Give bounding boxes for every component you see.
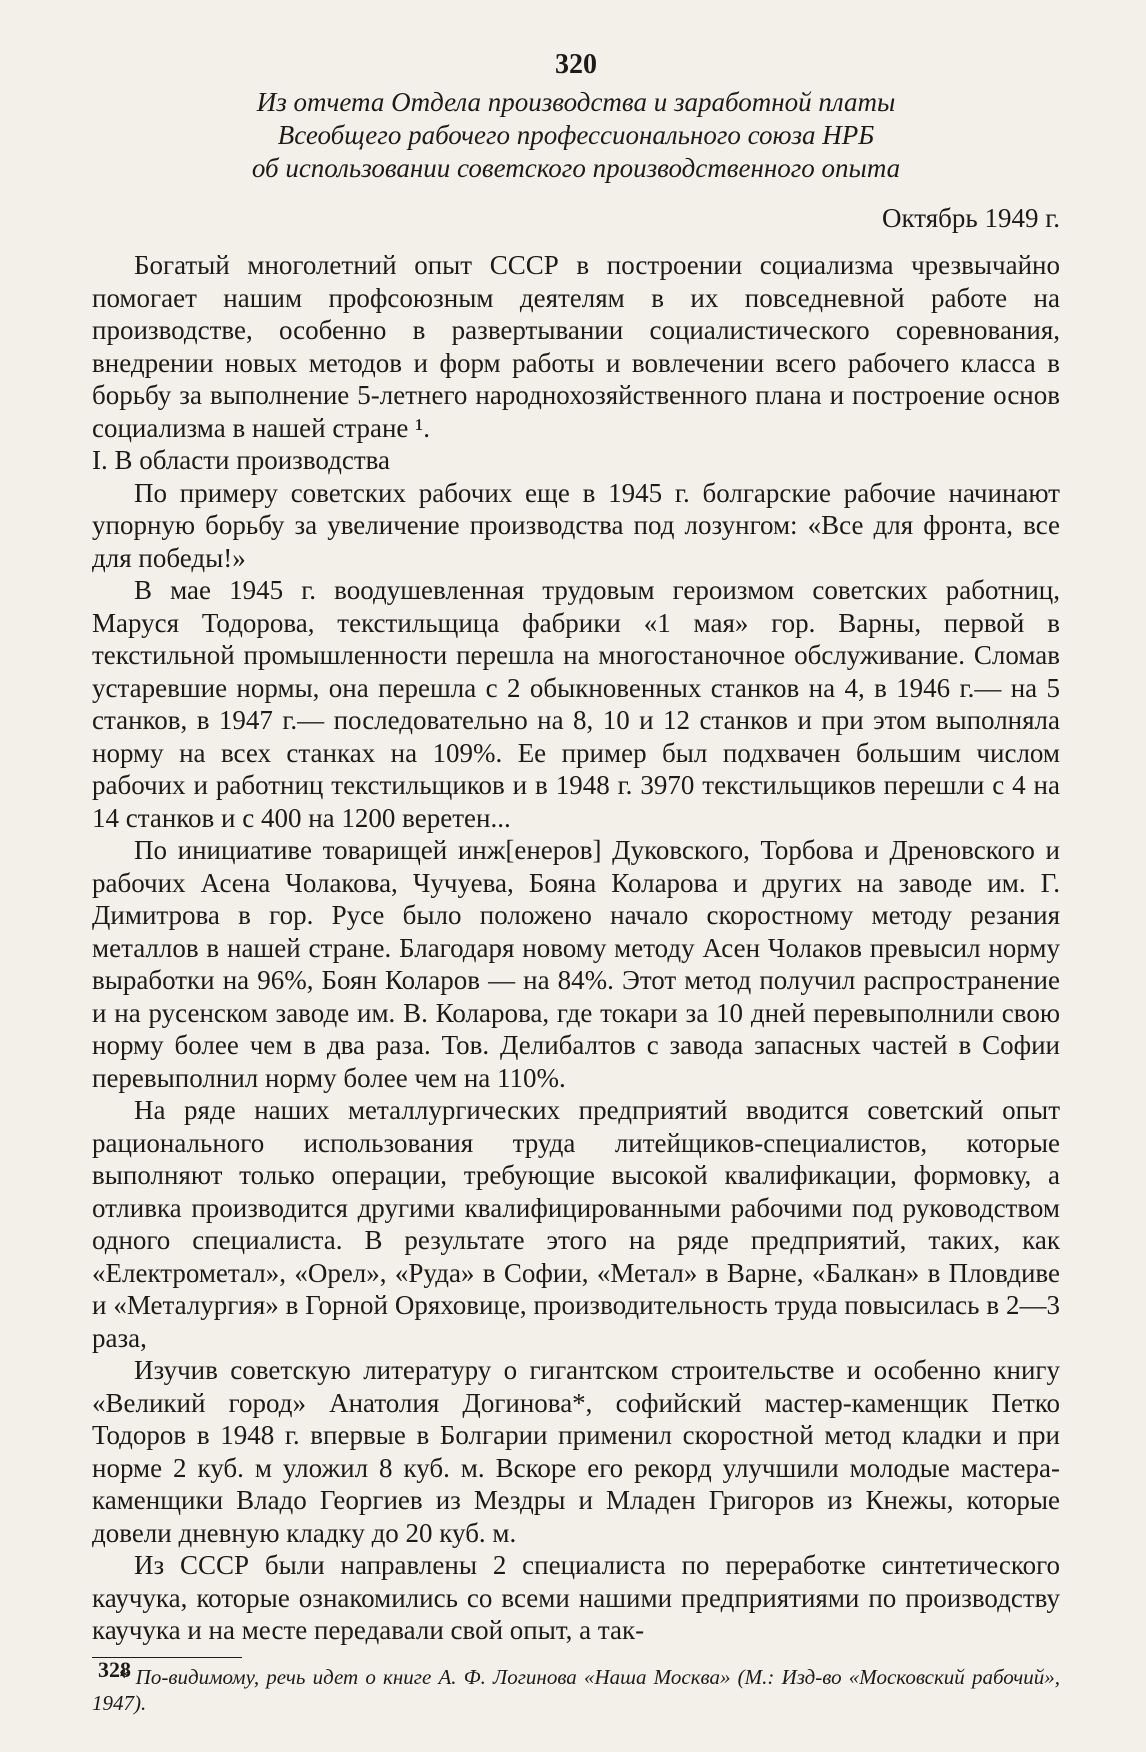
document-body [92,249,1060,1647]
paragraph-masonry: Изучив советскую литературу о гигантском строительстве и особенно книгу «Великий город» Анатолия Догинова*, софийский мастер-каменщик Петко Тодоров в 1948 г. впервые в Болгарии применил скоростной метод кладки и при норме 2 куб. м уложил 8 куб. м. Вскоре его рекорд улучшили молодые мастера-каменщики Владо Георгиев из Мездры и Младен Григоров из Кнежы, которые довели дневную кладку до 20 куб. м. [92,1355,1060,1548]
section-heading: I. В области производства [92,445,391,475]
heading-line-1: Из отчета Отдела производства и заработной платы [256,87,896,117]
paragraph-intro: Богатый многолетний опыт СССР в построении социализма чрезвычайно помогает нашим профсоюзным деятелям в их повседневной работе на производстве, особенно в развертывании социалистического соревнования, внедрении новых методов и форм работы и вовлечении всего рабочего класса в борьбу за выполнение 5-летнего народнохозяйственного плана и построение основ социализма в нашей стране ¹. [92,250,1060,443]
paragraph-textile: В мае 1945 г. воодушевленная трудовым героизмом советских работниц, Маруся Тодорова, текстильщица фабрики «1 мая» гор. Варны, первой в текстильной промышленности перешла на многостаночное обслуживание. Сломав устаревшие нормы, она перешла с 2 обыкновенных станков на 4, в 1946 г.— на 5 станков, в 1947 г.— последовательно на 8, 10 и 12 станков и при этом выполняла норму на всех станках на 109%. Ее пример был подхвачен большим числом рабочих и работниц текстильщиков и в 1948 г. 3970 текстильщиков перешли с 4 на 14 станков и с 400 на 1200 веретен... [92,575,1060,833]
document-page [92,48,1060,1716]
document-heading [92,86,1060,185]
paragraph-rubber: Из СССР были направлены 2 специалиста по переработке синтетического каучука, которые ознакомились со всеми нашими предприятиями по производству каучука и на месте передавали свой опыт, а так- [92,1550,1060,1645]
footnote: * По-видимому, речь идет о книге А. Ф. Логинова «Наша Москва» (М.: Изд-во «Московский рабочий», 1947). [92,1664,1060,1715]
page-number: 328 [98,1657,131,1682]
heading-line-3: об использовании советского производственного опыта [251,153,901,183]
document-date: Октябрь 1949 г. [882,203,1060,233]
heading-line-2: Всеобщего рабочего профессионального союза НРБ [277,120,875,150]
paragraph-foundry: На ряде наших металлургических предприятий вводится советский опыт рационального использования труда литейщиков-специалистов, которые выполняют только операции, требующие высокой квалификации, формовку, а отливка производится другими квалифицированными рабочими под руководством одного специалиста. В результате этого на ряде предприятий, таких, как «Електрометал», «Орел», «Руда» в Софии, «Метал» в Варне, «Балкан» в Пловдиве и «Металургия» в Горной Оряховице, производительность труда повысилась в 2—3 раза, [92,1095,1060,1353]
paragraph-metal-cutting: По инициативе товарищей инж[енеров] Дуковского, Торбова и Дреновского и рабочих Асена Чолакова, Чучуева, Бояна Коларова и других на заводе им. Г. Димитрова в гор. Русе было положено начало скоростному методу резания металлов в нашей стране. Благодаря новому методу Асен Чолаков превысил норму выработки на 96%, Боян Коларов — на 84%. Этот метод получил распространение и на русенском заводе им. В. Коларова, где токари за 10 дней перевыполнили свою норму более чем в два раза. Тов. Делибалтов с завода запасных частей в Софии перевыполнил норму более чем на 110%. [92,835,1060,1093]
document-number: 320 [555,49,597,80]
paragraph-1945: По примеру советских рабочих еще в 1945 г. болгарские рабочие начинают упорную борьбу за увеличение производства под лозунгом: «Все для фронта, все для победы!» [92,477,1060,573]
